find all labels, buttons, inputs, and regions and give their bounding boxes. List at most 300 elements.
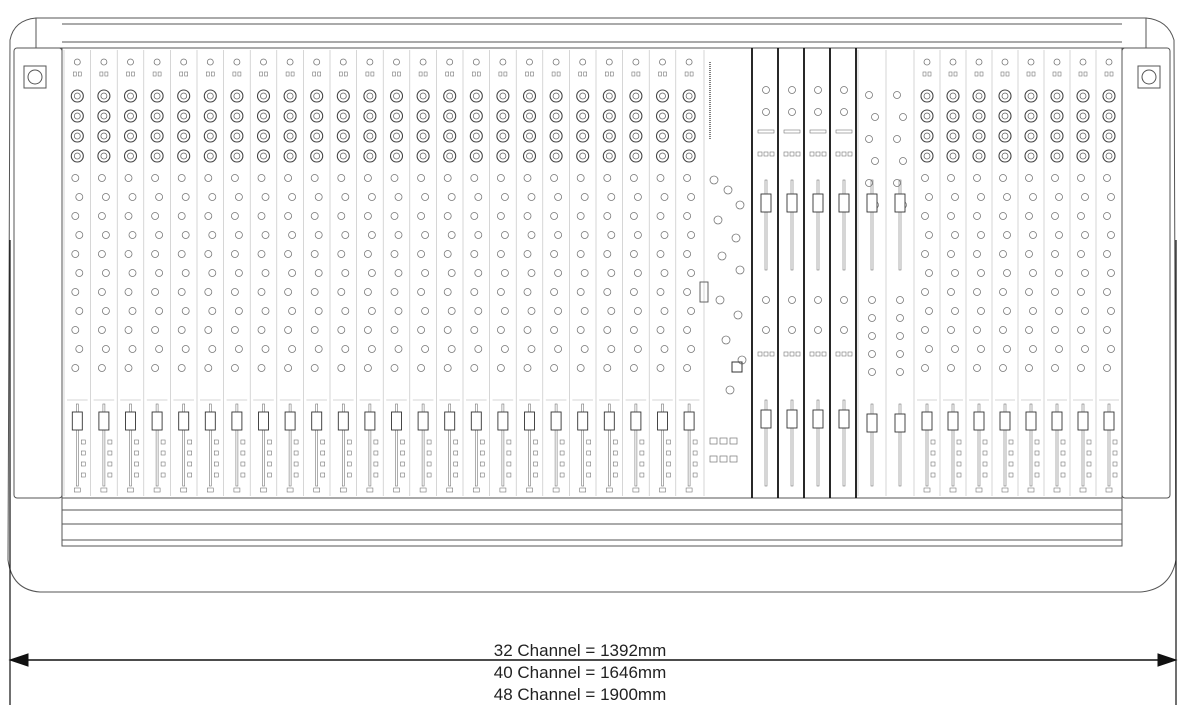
aux-knob (1026, 213, 1033, 220)
stereo-knob (897, 351, 904, 358)
button (135, 473, 139, 477)
eq-knob-cap (1054, 153, 1060, 159)
button (347, 462, 351, 466)
knob (1080, 59, 1086, 65)
eq-knob (258, 90, 270, 102)
aux-knob (418, 327, 425, 334)
fader-cap (392, 412, 402, 430)
button (534, 473, 538, 477)
eq-knob-cap (606, 153, 612, 159)
eq-knob (1077, 90, 1089, 102)
channel-area (62, 48, 1122, 498)
eq-knob (1077, 130, 1089, 142)
button (983, 473, 987, 477)
eq-knob (999, 150, 1011, 162)
aux-knob (952, 308, 959, 315)
aux-knob (338, 251, 345, 258)
eq-knob (524, 110, 536, 122)
aux-knob (448, 308, 455, 315)
switch (923, 72, 926, 76)
stereo-knob (900, 114, 907, 121)
fader-cap (445, 412, 455, 430)
eq-knob-cap (606, 133, 612, 139)
button (1113, 440, 1117, 444)
group-fader-cap (787, 194, 797, 212)
fader-cap (179, 412, 189, 430)
switch (233, 72, 236, 76)
aux-knob (577, 289, 584, 296)
aux-knob (102, 194, 109, 201)
eq-knob-cap (553, 153, 559, 159)
aux-knob (72, 251, 79, 258)
aux-knob (1004, 270, 1011, 277)
button (81, 462, 85, 466)
switch (531, 72, 534, 76)
aux-knob (634, 232, 641, 239)
aux-knob (630, 175, 637, 182)
aux-knob (209, 194, 216, 201)
button (957, 451, 961, 455)
button (81, 440, 85, 444)
aux-knob (688, 270, 695, 277)
button (401, 462, 405, 466)
aux-knob (338, 289, 345, 296)
eq-knob (231, 110, 243, 122)
aux-knob (604, 327, 611, 334)
eq-knob (630, 150, 642, 162)
aux-knob (978, 194, 985, 201)
aux-knob (688, 194, 695, 201)
aux-knob (311, 251, 318, 258)
eq-knob-cap (181, 133, 187, 139)
switch (211, 72, 214, 76)
aux-knob (497, 289, 504, 296)
eq-knob (391, 90, 403, 102)
switch (504, 72, 507, 76)
aux-knob (926, 346, 933, 353)
aux-knob (555, 232, 562, 239)
switch (73, 72, 76, 76)
button (374, 473, 378, 477)
aux-knob (152, 327, 159, 334)
aux-knob (125, 365, 132, 372)
group-button (784, 152, 788, 156)
aux-knob (1082, 232, 1089, 239)
aux-knob (1000, 175, 1007, 182)
button (188, 462, 192, 466)
aux-knob (978, 232, 985, 239)
aux-knob (475, 270, 482, 277)
button (660, 488, 666, 492)
aux-knob (205, 251, 212, 258)
eq-knob (947, 150, 959, 162)
eq-knob-cap (420, 133, 426, 139)
stereo-knob (900, 158, 907, 165)
eq-knob (71, 110, 83, 122)
group-button (816, 352, 820, 356)
aux-knob (528, 270, 535, 277)
group-fader-cap (839, 410, 849, 428)
eq-knob-cap (660, 113, 666, 119)
aux-knob (974, 213, 981, 220)
button (480, 473, 484, 477)
button (128, 488, 134, 492)
group-fader-cap (813, 194, 823, 212)
aux-knob (129, 194, 136, 201)
aux-knob (364, 213, 371, 220)
button (81, 473, 85, 477)
eq-knob-cap (181, 93, 187, 99)
eq-knob (657, 130, 669, 142)
stereo-fader-cap (895, 194, 905, 212)
aux-knob (422, 194, 429, 201)
fader-cap (658, 412, 668, 430)
aux-knob (258, 289, 265, 296)
switch (344, 72, 347, 76)
aux-knob (688, 308, 695, 315)
aux-knob (315, 194, 322, 201)
button (108, 462, 112, 466)
group-knob (763, 109, 770, 116)
button (294, 473, 298, 477)
button (374, 462, 378, 466)
aux-knob (311, 175, 318, 182)
knob (950, 59, 956, 65)
eq-knob-cap (1106, 113, 1112, 119)
eq-knob-cap (527, 93, 533, 99)
group-fader-cap (787, 410, 797, 428)
eq-knob (1025, 90, 1037, 102)
button (1113, 462, 1117, 466)
eq-knob-cap (633, 113, 639, 119)
button (161, 473, 165, 477)
aux-knob (1000, 327, 1007, 334)
eq-knob-cap (527, 133, 533, 139)
switch (371, 72, 374, 76)
eq-knob (973, 150, 985, 162)
aux-knob (922, 289, 929, 296)
group-button (796, 152, 800, 156)
button (1035, 462, 1039, 466)
switch (954, 72, 957, 76)
aux-knob (444, 213, 451, 220)
aux-knob (1104, 289, 1111, 296)
aux-knob (76, 194, 83, 201)
aux-knob (551, 365, 558, 372)
aux-knob (125, 327, 132, 334)
switch (366, 72, 369, 76)
eq-knob-cap (261, 93, 267, 99)
button (640, 451, 644, 455)
stereo-knob (872, 158, 879, 165)
aux-knob (418, 365, 425, 372)
aux-knob (528, 232, 535, 239)
channel-strips (64, 48, 1119, 498)
group-button (810, 352, 814, 356)
dimension-label-32ch: 32 Channel = 1392mm (493, 641, 667, 660)
aux-knob (501, 346, 508, 353)
aux-knob (608, 194, 615, 201)
eq-knob-cap (473, 153, 479, 159)
aux-knob (1030, 308, 1037, 315)
group-button (758, 152, 762, 156)
button (268, 462, 272, 466)
eq-knob-cap (447, 93, 453, 99)
aux-knob (688, 346, 695, 353)
eq-knob (71, 150, 83, 162)
fader-cap (99, 412, 109, 430)
button (161, 440, 165, 444)
aux-knob (368, 270, 375, 277)
button (587, 462, 591, 466)
button (534, 451, 538, 455)
aux-knob (72, 213, 79, 220)
stereo-knob (897, 297, 904, 304)
eq-knob-cap (447, 113, 453, 119)
aux-knob (634, 308, 641, 315)
eq-knob (657, 150, 669, 162)
stereo-knob (869, 297, 876, 304)
switch (1084, 72, 1087, 76)
button (347, 473, 351, 477)
eq-knob-cap (261, 153, 267, 159)
aux-knob (634, 346, 641, 353)
dimension-label-40ch: 40 Channel = 1646mm (493, 663, 667, 682)
aux-knob (231, 327, 238, 334)
aux-knob (1078, 289, 1085, 296)
eq-knob-cap (950, 153, 956, 159)
eq-knob-cap (128, 133, 134, 139)
eq-knob-cap (420, 113, 426, 119)
button (480, 462, 484, 466)
fader-cap (1000, 412, 1010, 430)
button (1087, 473, 1091, 477)
stereo-knob (866, 180, 873, 187)
group-fader-cap (839, 194, 849, 212)
button (268, 473, 272, 477)
eq-knob-cap (101, 93, 107, 99)
eq-knob-cap (128, 93, 134, 99)
button (1061, 462, 1065, 466)
eq-knob-cap (340, 153, 346, 159)
eq-knob-cap (1028, 113, 1034, 119)
eq-knob-cap (473, 133, 479, 139)
aux-knob (475, 194, 482, 201)
aux-knob (258, 251, 265, 258)
eq-knob (151, 130, 163, 142)
fader-cap (285, 412, 295, 430)
eq-knob (524, 150, 536, 162)
aux-knob (555, 346, 562, 353)
button (321, 440, 325, 444)
aux-knob (684, 365, 691, 372)
aux-knob (581, 194, 588, 201)
eq-knob (258, 110, 270, 122)
aux-knob (368, 194, 375, 201)
eq-knob (98, 150, 110, 162)
button (587, 473, 591, 477)
eq-knob-cap (1054, 93, 1060, 99)
aux-knob (1026, 251, 1033, 258)
aux-knob (156, 346, 163, 353)
eq-knob-cap (686, 133, 692, 139)
button (241, 462, 245, 466)
stereo-fader-cap (867, 194, 877, 212)
eq-knob (444, 130, 456, 142)
button (1054, 488, 1060, 492)
eq-knob-cap (500, 93, 506, 99)
eq-knob-cap (976, 153, 982, 159)
switch (685, 72, 688, 76)
aux-knob (948, 365, 955, 372)
aux-knob (102, 270, 109, 277)
switch (158, 72, 161, 76)
aux-knob (1030, 270, 1037, 277)
console-body (8, 18, 1176, 592)
aux-knob (231, 251, 238, 258)
stereo-fader-cap (895, 414, 905, 432)
button (241, 451, 245, 455)
aux-knob (72, 175, 79, 182)
button (553, 488, 559, 492)
aux-knob (391, 327, 398, 334)
eq-knob (231, 90, 243, 102)
eq-knob-cap (101, 113, 107, 119)
aux-knob (630, 365, 637, 372)
button (401, 451, 405, 455)
knob (261, 59, 267, 65)
eq-knob-cap (580, 133, 586, 139)
button (81, 451, 85, 455)
aux-knob (1104, 251, 1111, 258)
fader-cap (126, 412, 136, 430)
button (931, 451, 935, 455)
aux-knob (634, 270, 641, 277)
aux-knob (657, 175, 664, 182)
aux-knob (684, 327, 691, 334)
knob (207, 59, 213, 65)
button (613, 473, 617, 477)
eq-knob (151, 150, 163, 162)
button (394, 488, 400, 492)
aux-knob (364, 327, 371, 334)
aux-knob (528, 346, 535, 353)
aux-knob (338, 365, 345, 372)
aux-knob (311, 365, 318, 372)
aux-knob (448, 346, 455, 353)
aux-knob (551, 175, 558, 182)
aux-knob (657, 327, 664, 334)
eq-knob (973, 110, 985, 122)
aux-knob (528, 308, 535, 315)
button (261, 488, 267, 492)
button (983, 440, 987, 444)
switch (132, 72, 135, 76)
button (1106, 488, 1112, 492)
aux-knob (604, 175, 611, 182)
group-button (796, 352, 800, 356)
arrowhead-right (1158, 654, 1176, 666)
aux-knob (974, 251, 981, 258)
eq-knob-cap (580, 113, 586, 119)
group-knob (815, 87, 822, 94)
eq-knob-cap (924, 113, 930, 119)
aux-knob (76, 232, 83, 239)
aux-knob (952, 346, 959, 353)
group-button (764, 352, 768, 356)
aux-knob (395, 270, 402, 277)
switch (637, 72, 640, 76)
button (667, 440, 671, 444)
aux-knob (231, 213, 238, 220)
aux-knob (364, 289, 371, 296)
aux-knob (577, 251, 584, 258)
left-corner-socket (24, 66, 46, 88)
aux-knob (1082, 194, 1089, 201)
aux-knob (524, 327, 531, 334)
master-knob (716, 296, 724, 304)
button (374, 440, 378, 444)
eq-knob (577, 110, 589, 122)
aux-knob (1052, 365, 1059, 372)
aux-knob (974, 175, 981, 182)
eq-knob-cap (420, 93, 426, 99)
aux-knob (444, 289, 451, 296)
aux-knob (581, 270, 588, 277)
aux-knob (1052, 289, 1059, 296)
button (473, 488, 479, 492)
knob (500, 59, 506, 65)
eq-knob-cap (394, 93, 400, 99)
switch (632, 72, 635, 76)
master-knob (724, 186, 732, 194)
aux-knob (178, 251, 185, 258)
eq-knob-cap (553, 133, 559, 139)
aux-knob (125, 251, 132, 258)
aux-knob (418, 213, 425, 220)
button (507, 440, 511, 444)
switch (153, 72, 156, 76)
button (1061, 451, 1065, 455)
aux-knob (657, 289, 664, 296)
aux-knob (152, 365, 159, 372)
aux-knob (501, 194, 508, 201)
button (924, 488, 930, 492)
aux-knob (497, 365, 504, 372)
stereo-knob (866, 92, 873, 99)
button (214, 440, 218, 444)
group-knob (789, 109, 796, 116)
aux-knob (422, 346, 429, 353)
button (241, 473, 245, 477)
eq-knob (98, 90, 110, 102)
aux-knob (315, 346, 322, 353)
eq-knob (577, 150, 589, 162)
button (188, 440, 192, 444)
eq-knob (630, 110, 642, 122)
right-corner-socket (1138, 66, 1160, 88)
aux-knob (608, 346, 615, 353)
eq-knob (1103, 90, 1115, 102)
switch (584, 72, 587, 76)
button (1061, 473, 1065, 477)
stereo-knob (897, 315, 904, 322)
eq-knob (1051, 130, 1063, 142)
button (957, 462, 961, 466)
master-knob (710, 176, 718, 184)
eq-knob (311, 90, 323, 102)
aux-knob (1056, 232, 1063, 239)
